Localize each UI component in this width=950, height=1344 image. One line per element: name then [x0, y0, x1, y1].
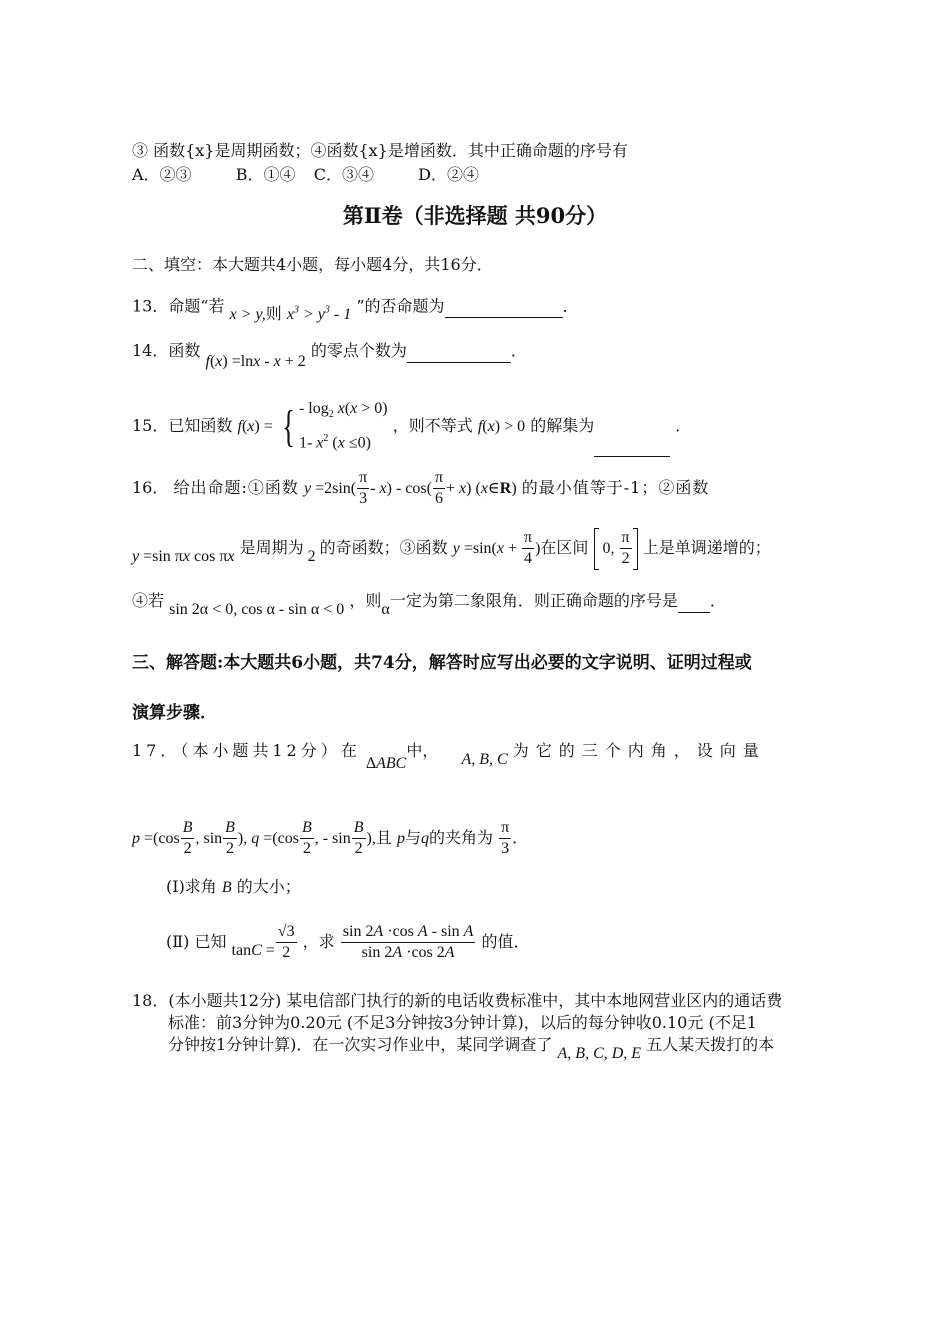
answer-heading-cont: 演算步骤． [132, 703, 217, 723]
question-18-line1: 18．(本小题共12分) 某电信部门执行的新的电话收费标准中，其中本地网营业区内的通话费 [132, 991, 783, 1010]
q14-func: f [205, 353, 210, 370]
question-15: 15．已知函数 f(x) = { - $\log_2 x(x > 0)$ 1- $x^2$ (x ≤0) ，则不等式 f(x) > 0 的解集为 ． [132, 396, 691, 457]
question-18-line2: 标准：前3分钟为0.20元 (不足3分钟按3分钟计算)，以后的每分钟收0.10元 (不足1 [168, 1013, 757, 1032]
question-17-line1: 17．（本小题共12分）在 ΔABC中， A, B, C 为它的三个内角，设向量 [132, 741, 766, 772]
answer-blank [445, 303, 563, 318]
prev-question-line: ③ 函数{x}是周期函数；④函数{x}是增函数．其中正确命题的序号有 [132, 141, 628, 160]
answer-blank [678, 598, 710, 613]
q13-cond: x > y, [229, 306, 266, 324]
option-d: D．②④ [418, 165, 479, 184]
fill-heading: 二、填空：本大题共4小题，每小题4分，共16分． [132, 255, 493, 274]
option-a: A．②③ [132, 165, 192, 184]
question-17-line2: p =(cos $\frac{B}{2}$ , sin $\frac{B}{2}$ ), q =(cos $\frac{B}{2}$ , - sin $\frac{B}{2}$ ),且 p与q的夹角为 $\frac{\pi}{3}$ ． [132, 819, 529, 857]
question-16-line2: y =sin πx cos πx 是周期为 2 的奇函数；③函数 y =sin(x + $\frac{\pi}{4}$ )在区间 0, $\frac{\pi}{2}$ 上是单调递增的； [132, 526, 771, 571]
q13-concl: $x^3 > y^3 - 1$ [286, 305, 352, 324]
question-17-part2: (Ⅱ) 已知 tanC = $\frac{√3}{2}$ ，求 $\frac{\text{sin 2A ·cos A - sin A}}{\sin 2A \cdot\cos 2A}$ 的值． [166, 923, 530, 961]
question-17-part1: (Ⅰ)求角 B 的大小； [166, 877, 301, 896]
question-16-line1: 16． 给出命题:①函数 y =2sin( $\frac{\pi}{3}$ - x) - cos( $\frac{\pi}{6}$ + x) (x∈R) 的最小值等于-1；②函数 [132, 469, 710, 507]
answer-heading: 三、解答题:本大题共6小题，共74分，解答时应写出必要的文字说明、证明过程或 [132, 653, 752, 673]
piecewise-brace: { [282, 401, 295, 451]
question-14: 14．函数 f(x) =lnx - x + 2 的零点个数为 ． [132, 341, 527, 370]
prev-question-options [132, 164, 479, 186]
answer-blank [594, 442, 670, 457]
question-13: 13．命题“若 x > y,则 $x^3 > y^3 - 1$ ”的否命题为 ． [132, 296, 579, 324]
section-title: 第Ⅱ卷（非选择题 共90分） [342, 203, 608, 228]
question-16-line3: ④若 sin 2α < 0, cos α - sin α < 0 ，则α一定为第二象限角．则正确命题的序号是 ． [132, 591, 726, 618]
option-b: B．①④ [235, 165, 296, 184]
answer-blank [407, 348, 511, 363]
piecewise-cases: - $\log_2 x(x > 0)$ 1- $x^2$ (x ≤0) [298, 400, 388, 452]
question-18-line3: 分钟按1分钟计算)．在一次实习作业中，某同学调查了 A, B, C, D, E 五人某天拨打的本 [168, 1035, 775, 1062]
option-c: C．③④ [313, 165, 374, 184]
